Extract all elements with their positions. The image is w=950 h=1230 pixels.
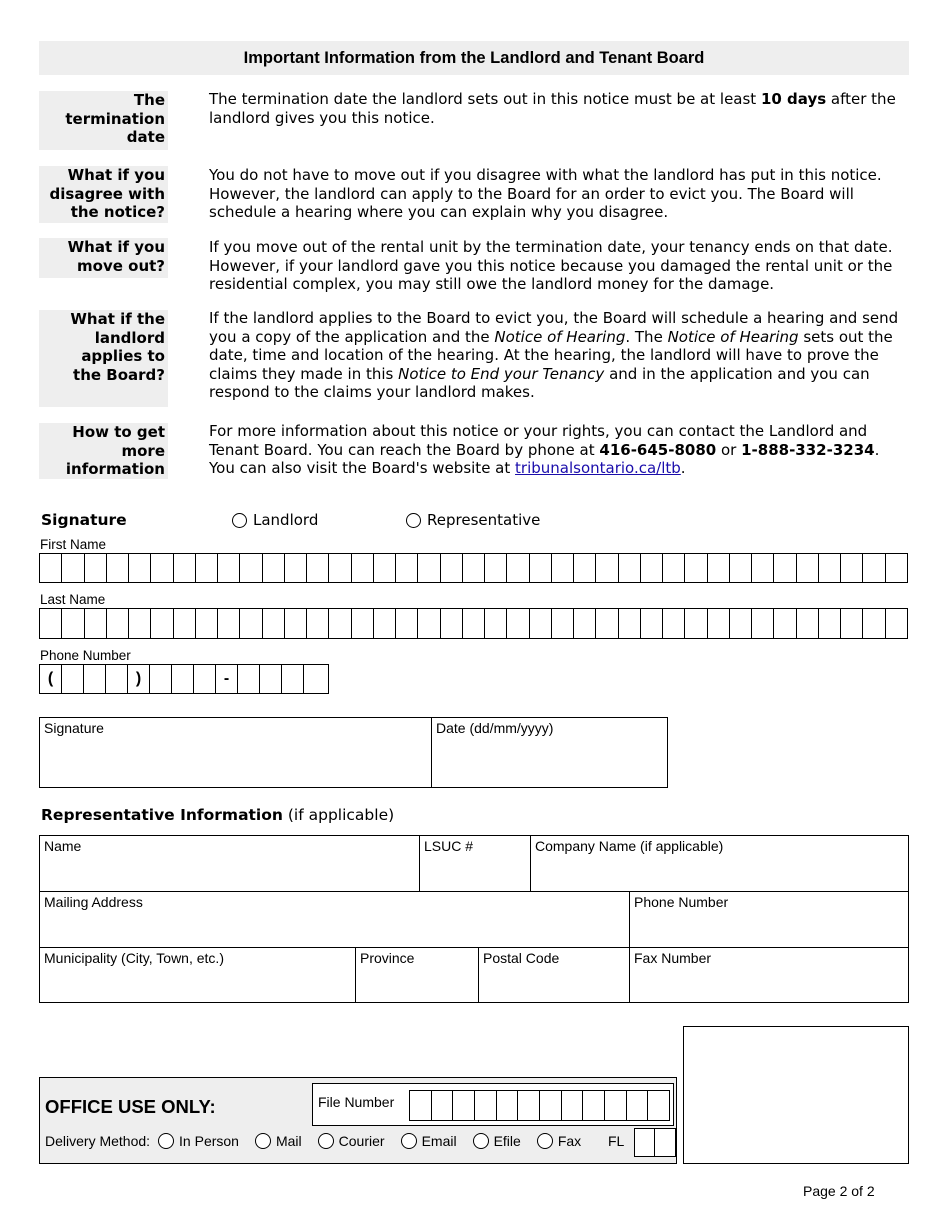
phone-close-paren: ) [128,665,150,693]
first-name-cell[interactable] [641,554,663,582]
phone-digit[interactable] [106,665,128,693]
file-number-cell[interactable] [583,1091,605,1120]
page-number: Page 2 of 2 [803,1183,875,1199]
first-name-cell[interactable] [174,554,196,582]
phone-digit[interactable] [172,665,194,693]
rep-lsuc-label: LSUC # [424,838,474,854]
text-segment: If the landlord applies to the Board to evict you, the Board will schedule a hearing and send you a copy of the application and the [209,309,899,346]
phone-digit[interactable] [260,665,282,693]
file-number-cell[interactable] [648,1091,669,1120]
rep-province-label: Province [360,950,415,966]
last-name-label: Last Name [40,592,106,607]
last-name-cell[interactable] [463,609,485,638]
phone-digit[interactable] [194,665,216,693]
file-number-cell[interactable] [432,1091,454,1120]
last-name-cell[interactable] [774,609,796,638]
text-segment: . You can also visit the Board's website at [209,440,880,477]
rep-phone-field[interactable] [629,891,909,948]
last-name-cell[interactable] [485,609,507,638]
last-name-input[interactable] [39,608,908,639]
first-name-cell[interactable] [507,554,529,582]
first-name-cell[interactable] [396,554,418,582]
rep-municipality-label: Municipality (City, Town, etc.) [44,950,224,966]
phone-number-label: Phone Number [40,648,131,663]
rep-name-field[interactable] [39,835,420,892]
first-name-cell[interactable] [240,554,262,582]
delivery-email-label: Email [421,1133,457,1149]
first-name-cell[interactable] [863,554,885,582]
rep-postal-label: Postal Code [483,950,560,966]
text-segment: Notice of Hearing [494,327,626,346]
phone-digit[interactable] [62,665,84,693]
file-number-cell[interactable] [497,1091,519,1120]
file-number-cell[interactable] [627,1091,649,1120]
info-text-termination [209,90,909,127]
last-name-cell[interactable] [752,609,774,638]
last-name-cell[interactable] [107,609,129,638]
rep-mailing-label: Mailing Address [44,894,143,910]
first-name-cell[interactable] [263,554,285,582]
office-stamp-box [683,1026,909,1164]
last-name-cell[interactable] [62,609,84,638]
rep-municipality-field[interactable] [39,947,356,1003]
last-name-cell[interactable] [663,609,685,638]
delivery-in-person-label: In Person [179,1133,239,1149]
first-name-cell[interactable] [574,554,596,582]
first-name-cell[interactable] [441,554,463,582]
first-name-cell[interactable] [797,554,819,582]
last-name-cell[interactable] [196,609,218,638]
info-text-landlord-applies [209,309,909,402]
radio-circle-icon [537,1133,553,1149]
first-name-cell[interactable] [619,554,641,582]
file-number-cell[interactable] [540,1091,562,1120]
last-name-cell[interactable] [507,609,529,638]
info-text-disagree [209,166,909,222]
info-label-termination: The termination date [39,91,168,150]
text-segment: Notice of Hearing [667,327,799,346]
last-name-cell[interactable] [730,609,752,638]
date-field-label: Date (dd/mm/yyyy) [436,720,554,736]
info-text-move-out [209,238,909,294]
last-name-cell[interactable] [174,609,196,638]
first-name-cell[interactable] [352,554,374,582]
radio-representative[interactable] [406,511,540,529]
radio-circle-icon [158,1133,174,1149]
file-number-cell[interactable] [410,1091,432,1120]
text-segment: and in the application and you can respond to the claims your landlord makes. [209,364,870,401]
first-name-cell[interactable] [62,554,84,582]
rep-company-label: Company Name (if applicable) [535,838,724,854]
last-name-cell[interactable] [863,609,885,638]
last-name-cell[interactable] [797,609,819,638]
first-name-cell[interactable] [596,554,618,582]
phone-digit[interactable] [150,665,172,693]
last-name-cell[interactable] [685,609,707,638]
file-number-cell[interactable] [453,1091,475,1120]
first-name-cell[interactable] [374,554,396,582]
representative-section-title [41,806,394,824]
last-name-cell[interactable] [352,609,374,638]
first-name-cell[interactable] [107,554,129,582]
delivery-method-row [45,1133,597,1149]
text-segment: after the landlord gives you this notice. [209,90,896,127]
signature-field[interactable] [39,717,432,788]
first-name-cell[interactable] [307,554,329,582]
radio-circle-icon [401,1133,417,1149]
delivery-efile[interactable] [473,1133,521,1149]
text-segment: . [680,459,686,477]
first-name-cell[interactable] [40,554,62,582]
last-name-cell[interactable] [263,609,285,638]
text-segment: . The [625,327,668,346]
first-name-cell[interactable] [663,554,685,582]
phone-dash: - [216,665,238,693]
ltb-website-link[interactable]: tribunalsontario.ca/ltb [515,459,681,477]
last-name-cell[interactable] [819,609,841,638]
first-name-cell[interactable] [196,554,218,582]
info-label-move-out: What if you move out? [39,238,168,278]
rep-name-label: Name [44,838,82,854]
text-segment: sets out the date, time and location of the hearing. At the hearing, the landlord will have to prove the claims they made in this [209,327,893,383]
radio-circle-icon [473,1133,489,1149]
last-name-cell[interactable] [396,609,418,638]
first-name-input[interactable] [39,553,908,583]
last-name-cell[interactable] [151,609,173,638]
text-segment: 10 days [760,90,827,108]
rep-fax-field[interactable] [629,947,909,1003]
first-name-cell[interactable] [841,554,863,582]
phone-digit[interactable] [304,665,328,693]
file-number-label: File Number [318,1094,395,1110]
delivery-in-person[interactable] [158,1133,239,1149]
radio-representative-label: Representative [427,511,541,529]
delivery-fax-label: Fax [557,1133,582,1149]
info-label-more-info: How to get more information [39,423,168,479]
representative-subtitle: (if applicable) [287,806,395,824]
first-name-cell[interactable] [329,554,351,582]
first-name-cell[interactable] [886,554,907,582]
text-segment: Notice to End your Tenancy [398,364,605,383]
fl-cell[interactable] [655,1129,673,1156]
last-name-cell[interactable] [441,609,463,638]
text-segment: The termination date the landlord sets out in this notice must be at least [209,90,761,108]
text-segment: 1-888-332-3234 [741,440,875,459]
delivery-courier[interactable] [318,1133,385,1149]
first-name-cell[interactable] [485,554,507,582]
phone-open-paren: ( [40,665,62,693]
text-segment: or [716,440,742,459]
last-name-cell[interactable] [85,609,107,638]
first-name-cell[interactable] [218,554,240,582]
rep-postal-code-field[interactable] [478,947,630,1003]
first-name-cell[interactable] [552,554,574,582]
first-name-cell[interactable] [752,554,774,582]
office-use-title: OFFICE USE ONLY: [45,1096,216,1117]
last-name-cell[interactable] [708,609,730,638]
text-segment: For more information about this notice or your rights, you can contact the Landlord and Tenant Board. You can reach the Board by phone at [209,422,868,459]
radio-landlord[interactable] [232,511,318,529]
office-use-panel [39,1077,677,1164]
delivery-efile-label: Efile [493,1133,521,1149]
first-name-cell[interactable] [85,554,107,582]
info-label-disagree: What if you disagree with the notice? [39,166,168,223]
fl-cell[interactable] [635,1129,655,1156]
phone-digit[interactable] [282,665,304,693]
first-name-cell[interactable] [151,554,173,582]
text-segment: If you move out of the rental unit by the termination date, your tenancy ends on that date. However, if your landlord gave you this notice because you damaged the rental unit or the residential complex, you may still owe the landlord money for the damage. [209,238,893,293]
first-name-cell[interactable] [774,554,796,582]
last-name-cell[interactable] [596,609,618,638]
rep-company-field[interactable] [530,835,909,892]
first-name-cell[interactable] [685,554,707,582]
first-name-cell[interactable] [819,554,841,582]
first-name-cell[interactable] [730,554,752,582]
delivery-mail[interactable] [255,1133,302,1149]
last-name-cell[interactable] [552,609,574,638]
radio-circle-icon [406,513,421,528]
rep-phone-label: Phone Number [634,894,729,910]
first-name-cell[interactable] [285,554,307,582]
first-name-cell[interactable] [708,554,730,582]
phone-digit[interactable] [238,665,260,693]
last-name-cell[interactable] [240,609,262,638]
last-name-cell[interactable] [40,609,62,638]
first-name-cell[interactable] [530,554,552,582]
first-name-cell[interactable] [418,554,440,582]
delivery-mail-label: Mail [275,1133,302,1149]
last-name-cell[interactable] [307,609,329,638]
last-name-cell[interactable] [218,609,240,638]
phone-digit[interactable] [84,665,106,693]
radio-circle-icon [318,1133,334,1149]
info-label-landlord-applies: What if the landlord applies to the Board? [39,310,168,407]
file-number-input[interactable] [409,1090,670,1121]
last-name-cell[interactable] [285,609,307,638]
last-name-cell[interactable] [530,609,552,638]
delivery-method-label: Delivery Method: [45,1133,151,1149]
last-name-cell[interactable] [574,609,596,638]
file-number-box [312,1083,674,1126]
delivery-courier-label: Courier [338,1133,385,1149]
last-name-cell[interactable] [886,609,907,638]
last-name-cell[interactable] [329,609,351,638]
file-number-cell[interactable] [605,1091,627,1120]
rep-province-field[interactable] [355,947,479,1003]
signature-field-label: Signature [44,720,104,736]
last-name-cell[interactable] [641,609,663,638]
first-name-cell[interactable] [463,554,485,582]
info-text-more-info [209,422,909,478]
radio-landlord-label: Landlord [253,511,319,529]
rep-mailing-address-field[interactable] [39,891,630,948]
delivery-fax[interactable] [537,1133,581,1149]
text-segment: 416-645-8080 [599,440,717,459]
text-segment: You do not have to move out if you disagree with what the landlord has put in this notice. However, the landlord can apply to the Board for an order to evict you. The Board will schedule a hearing where you can explain why you disagree. [209,166,882,221]
file-number-cell[interactable] [475,1091,497,1120]
first-name-label: First Name [40,537,107,552]
fl-label: FL [608,1133,625,1149]
last-name-cell[interactable] [418,609,440,638]
date-field[interactable] [431,717,668,788]
first-name-cell[interactable] [129,554,151,582]
phone-number-input[interactable] [39,664,329,694]
rep-fax-label: Fax Number [634,950,712,966]
radio-circle-icon [232,513,247,528]
last-name-cell[interactable] [619,609,641,638]
last-name-cell[interactable] [841,609,863,638]
radio-circle-icon [255,1133,271,1149]
last-name-cell[interactable] [129,609,151,638]
signature-section-title: Signature [41,511,127,529]
file-number-cell[interactable] [518,1091,540,1120]
representative-title: Representative Information [41,806,283,824]
file-number-cell[interactable] [562,1091,584,1120]
last-name-cell[interactable] [374,609,396,638]
fl-input[interactable] [634,1128,676,1157]
rep-lsuc-field[interactable] [419,835,531,892]
page-header: Important Information from the Landlord and Tenant Board [39,41,909,75]
delivery-email[interactable] [401,1133,457,1149]
